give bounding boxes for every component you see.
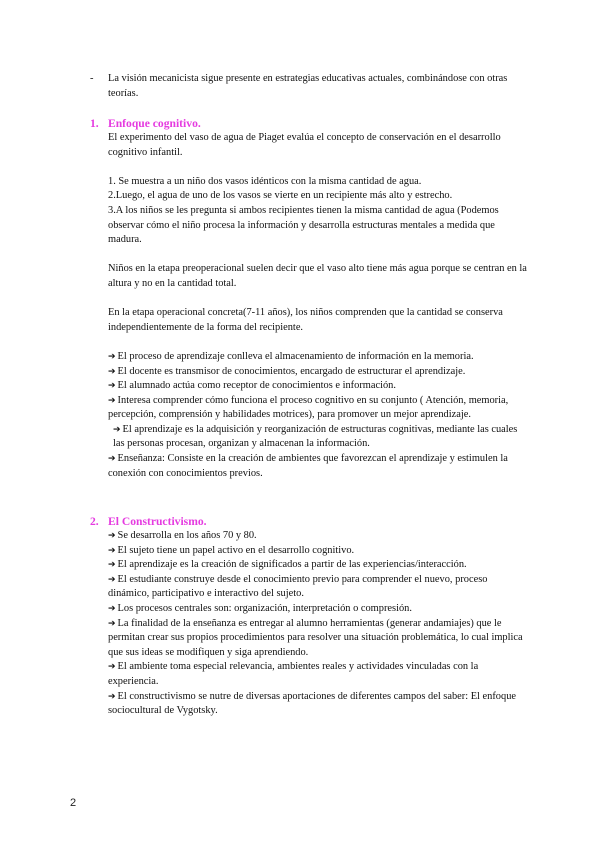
section-cognitive <box>90 116 530 481</box>
arrow-list-item: ➔ Interesa comprender cómo funciona el proceso cognitivo en su conjunto ( Atención, memoria, percepción, comprensión y habilidades motrices), para promover un mejor aprendizaje. <box>108 394 509 421</box>
section-number: 1. <box>90 117 99 130</box>
section-number: 2. <box>90 515 99 528</box>
arrow-list-item: ➔ La finalidad de la enseñanza es entregar al alumno herramientas (generar andamiajes) que le permitan crear sus propios procedimientos para resolver una situación problemática, lo cual implica que sus ideas se modifiquen y siga aprendiendo. <box>108 617 523 658</box>
page-number: 2 <box>70 797 77 809</box>
concrete-operational-paragraph: En la etapa operacional concreta(7-11 años), los niños comprenden que la cantidad se conserva independientemente de la forma del recipiente. <box>108 307 503 333</box>
arrow-list-item: ➔ El docente es transmisor de conocimientos, encargado de estructurar el aprendizaje. <box>108 365 466 377</box>
arrow-list-item: ➔ El alumnado actúa como receptor de conocimientos e información. <box>108 380 396 392</box>
step-1: 1. Se muestra a un niño dos vasos idénticos con la misma cantidad de agua. <box>108 175 422 187</box>
arrow-list-item: ➔ El constructivismo se nutre de diversas aportaciones de diferentes campos del saber: El enfoque sociocultural de Vygotsky. <box>108 690 517 717</box>
arrow-right-icon: ➔ <box>108 545 116 556</box>
arrow-list-item: ➔ El aprendizaje es la adquisición y reorganización de estructuras cognitivas, mediante las cuales las personas procesan, organizan y almacenan la información. <box>113 423 518 450</box>
arrow-list-item: ➔ El sujeto tiene un papel activo en el desarrollo cognitivo. <box>108 544 355 556</box>
dash-bullet: - <box>90 73 94 84</box>
arrow-right-icon: ➔ <box>108 560 116 571</box>
intro-list-item <box>90 72 530 101</box>
arrow-right-icon: ➔ <box>108 454 116 465</box>
section-heading <box>90 116 530 131</box>
arrow-right-icon: ➔ <box>108 574 116 585</box>
arrow-list-item: ➔ El aprendizaje es la creación de significados a partir de las experiencias/interacción. <box>108 559 467 571</box>
preoperational-paragraph: Niños en la etapa preoperacional suelen decir que el vaso alto tiene más agua porque se centran en la altura y no en la cantidad total. <box>108 263 527 289</box>
arrow-right-icon: ➔ <box>108 691 116 702</box>
arrow-right-icon: ➔ <box>108 351 116 362</box>
arrow-list-item: ➔ El ambiente toma especial relevancia, ambientes reales y actividades vinculadas con la experiencia. <box>108 661 479 687</box>
arrow-right-icon: ➔ <box>108 395 116 406</box>
section-constructivism <box>90 514 530 719</box>
arrow-right-icon: ➔ <box>108 618 116 629</box>
step-3: 3.A los niños se les pregunta si ambos recipientes tienen la misma cantidad de agua (Podemos observar cómo el niño procesa la información y desarrolla estructuras mentales a medida que madura. <box>108 204 499 246</box>
section-title: Enfoque cognitivo. <box>108 117 201 130</box>
arrow-list-item: ➔ Se desarrolla en los años 70 y 80. <box>108 530 257 541</box>
arrow-list-item: ➔ Los procesos centrales son: organización, interpretación o compresión. <box>108 602 412 614</box>
arrow-right-icon: ➔ <box>108 603 116 614</box>
arrow-right-icon: ➔ <box>113 424 121 435</box>
piaget-intro-paragraph: El experimento del vaso de agua de Piaget evalúa el concepto de conservación en el desarrollo cognitivo infantil. <box>108 132 501 158</box>
arrow-right-icon: ➔ <box>108 381 116 392</box>
section-heading <box>90 514 530 529</box>
step-2: 2.Luego, el agua de uno de los vasos se vierte en un recipiente más alto y estrecho. <box>108 190 453 202</box>
intro-text: La visión mecanicista sigue presente en estrategias educativas actuales, combinándose con otras teorías. <box>108 73 508 99</box>
arrow-right-icon: ➔ <box>108 662 116 673</box>
arrow-list-item: ➔ El estudiante construye desde el conocimiento previo para comprender el nuevo, proceso dinámico, participativo e interactivo del sujeto. <box>108 573 488 600</box>
section-title: El Constructivismo. <box>108 515 207 528</box>
arrow-right-icon: ➔ <box>108 531 116 541</box>
arrow-list-item: ➔ Enseñanza: Consiste en la creación de ambientes que favorezcan el aprendizaje y estimulen la conexión con conocimientos previos. <box>108 453 508 479</box>
arrow-right-icon: ➔ <box>108 366 116 377</box>
arrow-list-item: ➔ El proceso de aprendizaje conlleva el almacenamiento de información en la memoria. <box>108 350 474 362</box>
